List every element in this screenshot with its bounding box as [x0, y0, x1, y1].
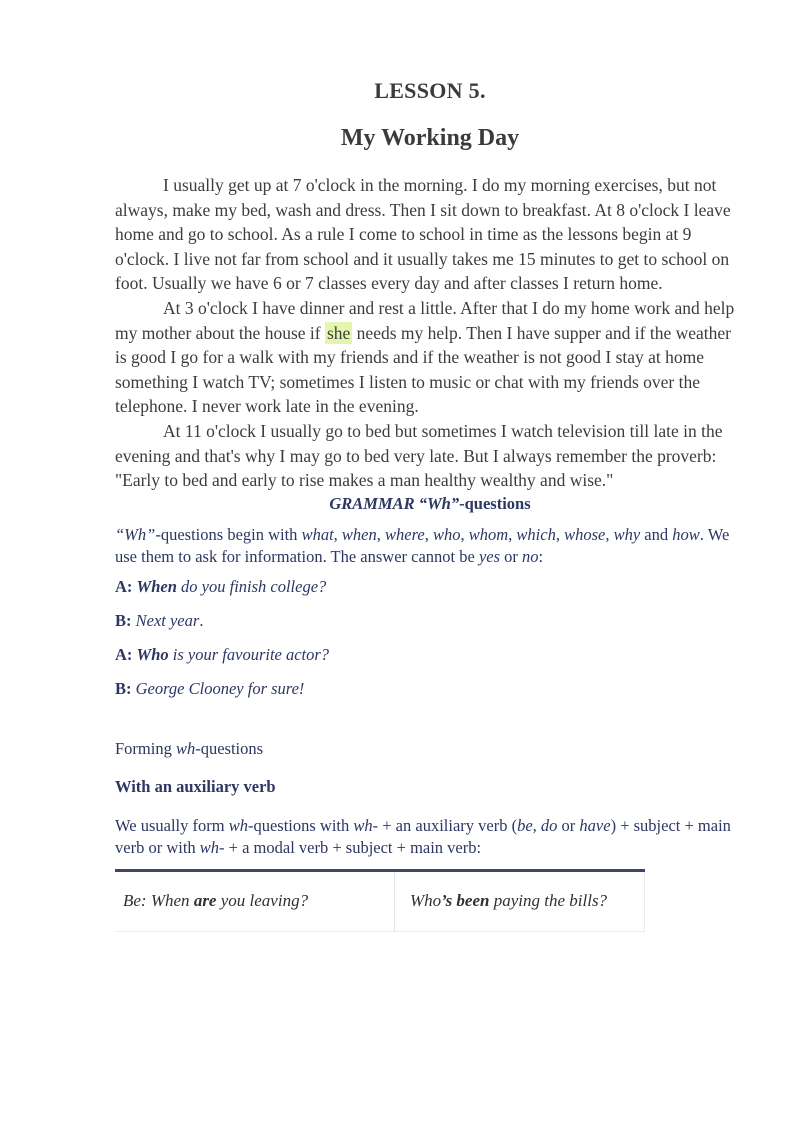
text-run: B:	[115, 610, 136, 630]
story-title: My Working Day	[340, 125, 520, 151]
dialog-line-b2	[115, 678, 745, 700]
examples-table-row	[115, 870, 645, 931]
text-run: ,	[376, 524, 385, 544]
text-run: wh-	[199, 837, 225, 857]
text-run: ,	[508, 524, 517, 544]
text-run: no	[522, 546, 539, 566]
dialog-line-b1	[115, 610, 745, 632]
text-run: George Clooney for sure!	[135, 678, 305, 698]
text-run: Who	[136, 644, 169, 664]
text-run: + an auxiliary verb (	[378, 815, 518, 835]
text-run: B:	[115, 678, 136, 698]
text-run: wh-	[353, 815, 379, 835]
text-run: you leaving?	[216, 891, 309, 911]
example-cell-who	[395, 870, 645, 931]
grammar-heading	[115, 493, 745, 515]
text-run: A:	[115, 576, 137, 596]
text-run: Forming	[115, 738, 176, 758]
story-paragraph-afternoon	[115, 296, 745, 419]
text-run: When	[136, 576, 177, 596]
text-run: where	[385, 524, 425, 544]
text-run: do you finish college?	[176, 576, 327, 596]
text-run: I usually get up at 7 o'clock in the morning. I do my morning exercises, but not always, make my bed, wash and dress. Then I sit down to breakfast. At 8 o'clock I leave home and go to school. As a rule I come to school in time as the lessons begin at 9 o'clock. I live not far from school and it usually takes me 15 minutes to get to school on foot. Usually we have 6 or 7 classes every day and after classes I return home.	[115, 175, 731, 294]
text-run: -questions with	[247, 815, 354, 835]
text-run: With an auxiliary verb	[115, 776, 276, 796]
text-run: ’s been	[441, 891, 490, 911]
dialog-line-a2	[115, 644, 745, 666]
text-run: ,	[605, 524, 614, 544]
text-run: + a modal verb + subject + main verb:	[224, 837, 482, 857]
dialog-line-a1	[115, 576, 745, 598]
text-run: ,	[532, 815, 541, 835]
text-run: yes	[478, 546, 501, 566]
text-run: when	[341, 524, 377, 544]
text-run: ,	[460, 524, 469, 544]
text-run: At 3 o'clock I have dinner and rest a little. After that I do my home work and help my mother about the house if	[115, 297, 735, 343]
text-run: ,	[333, 524, 342, 544]
text-run: wh	[228, 815, 248, 835]
text-run: is your favourite actor?	[168, 644, 330, 664]
text-run: and	[640, 524, 673, 544]
text-run: :	[538, 546, 544, 566]
text-run: -questions	[459, 493, 531, 513]
text-run: who	[432, 524, 461, 544]
text-run: At 11 o'clock I usually go to bed but sometimes I watch television till late in the evening and that's why I may go to bed very late. But I always remember the proverb: "Early to bed and early to rise makes a man healthy wealthy and wise."	[115, 420, 723, 491]
text-run: ,	[555, 524, 565, 544]
text-run: whose	[564, 524, 606, 544]
example-cell-be	[115, 870, 395, 931]
text-run: Next year	[135, 610, 200, 630]
story-paragraph-morning	[115, 173, 745, 296]
text-run: . We use them to ask for information. The answer cannot be	[115, 524, 730, 566]
text-run: whom	[468, 524, 509, 544]
text-run: do	[540, 815, 558, 835]
text-run: We usually form	[115, 815, 229, 835]
text-run: have	[579, 815, 611, 835]
text-run: paying the bills?	[489, 891, 608, 911]
text-run: how	[672, 524, 700, 544]
text-run: GRAMMAR “Wh”	[329, 493, 460, 513]
text-run: be	[517, 815, 533, 835]
text-run: “Wh”	[115, 524, 156, 544]
grammar-intro	[115, 524, 745, 568]
text-run: are	[193, 891, 217, 911]
text-run: what	[301, 524, 334, 544]
text-run: needs my help. Then I have supper and if the weather is good I go for a walk with my friends and if the weather is not good I stay at home something I watch TV; sometimes I listen to music or chat with my friends over the telephone. I never work late in the evening.	[115, 322, 732, 417]
text-run: which	[516, 524, 556, 544]
text-run: .	[199, 610, 204, 630]
text-run: Be: When	[123, 891, 194, 911]
text-run: wh	[175, 738, 196, 758]
text-run: or	[500, 546, 523, 566]
forming-rule-paragraph	[115, 815, 745, 859]
forming-wh-questions-line	[115, 738, 745, 760]
text-run: ) + subject + main verb or with	[115, 815, 731, 857]
story-paragraph-evening	[115, 419, 745, 493]
grammar-section	[115, 493, 745, 932]
text-run: Who	[410, 891, 442, 911]
lesson-title: LESSON 5.	[374, 78, 486, 103]
examples-table	[115, 869, 645, 932]
story-section	[115, 173, 745, 493]
text-run: ,	[424, 524, 433, 544]
auxiliary-verb-heading	[115, 776, 745, 798]
highlighted-word: she	[326, 322, 351, 343]
text-run: -questions	[195, 738, 264, 758]
text-run: A:	[115, 644, 137, 664]
text-run: or	[557, 815, 580, 835]
text-run: -questions begin with	[155, 524, 302, 544]
text-run: why	[613, 524, 641, 544]
